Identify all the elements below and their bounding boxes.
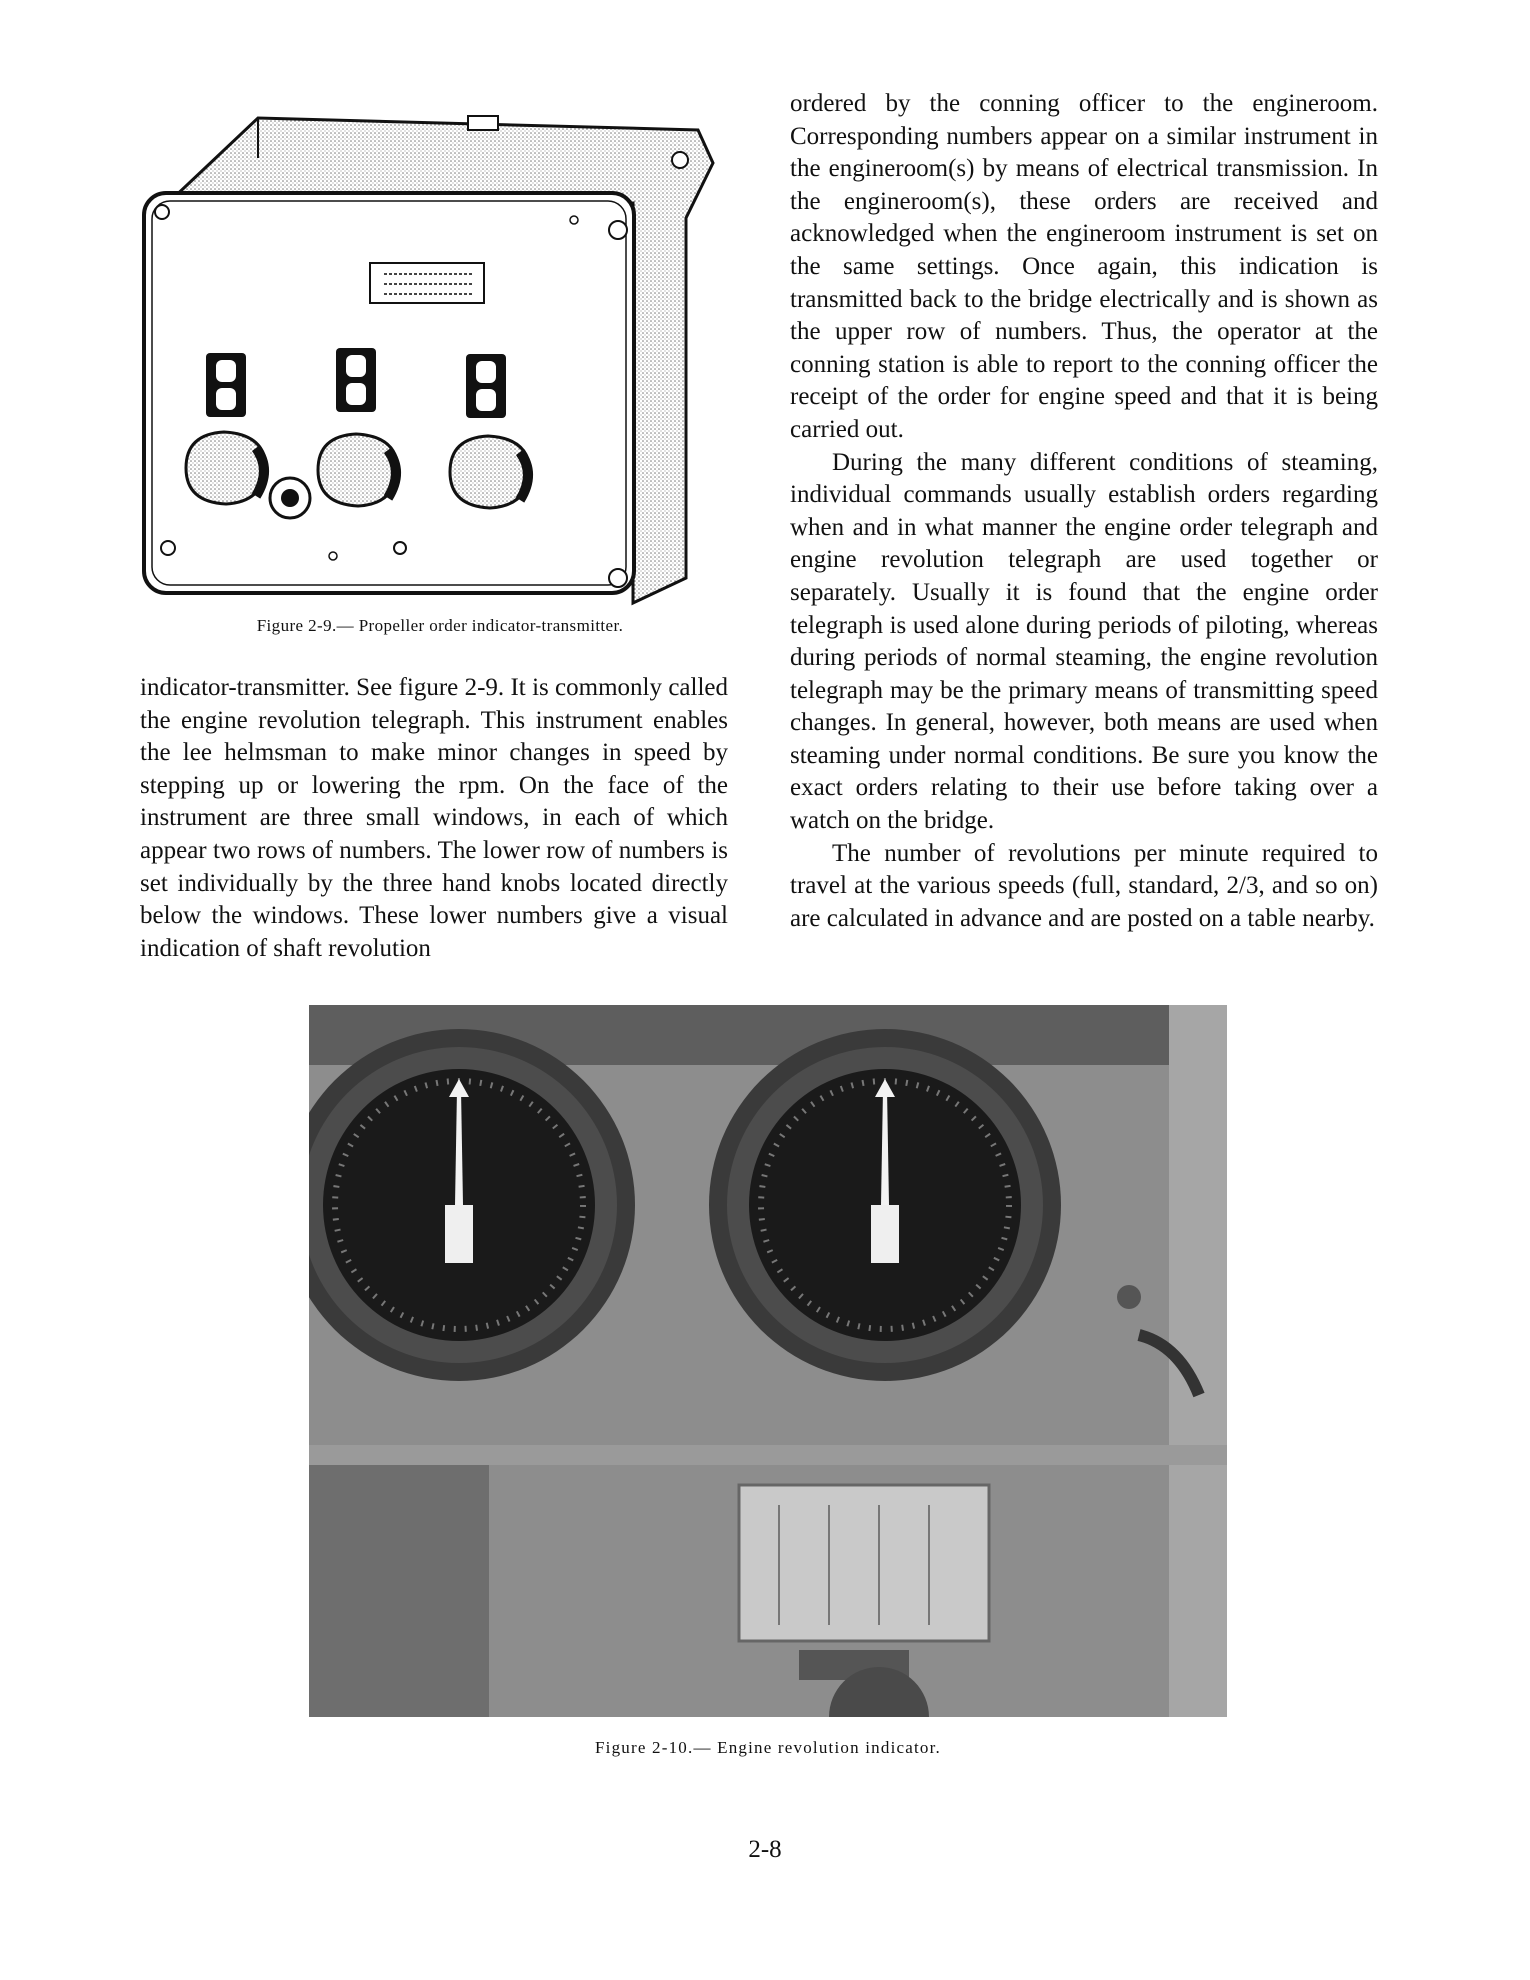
right-paragraph-3: The number of revolutions per minute required to travel at the various speeds (full, standard, 2/3, and so on) are calculated in advance and are posted on a table nearby. bbox=[790, 839, 1378, 932]
figure-2-10-photo bbox=[309, 1005, 1227, 1717]
figure-2-9-caption: Figure 2-9.— Propeller order indicator-transmitter. bbox=[256, 616, 624, 635]
right-text-column bbox=[790, 88, 1378, 935]
left-paragraph-1: indicator-transmitter. See figure 2-9. It is commonly called the engine revolution telegraph. This instrument enables the lee helmsman to make minor changes in speed by stepping up or lowering the rpm. On the face of the instrument are three small windows, in each of which appear two rows of numbers. The lower row of numbers is set individually by the three hand knobs located directly below the windows. These lower numbers give a visual indication of shaft revolution bbox=[140, 674, 728, 962]
right-paragraph-2: During the many different conditions of steaming, individual commands usually establish orders regarding when and in what manner the engine order telegraph and engine revolution telegraph are used together or separately. Usually it is found that the engine order telegraph is used alone during periods of piloting, whereas during periods of normal steaming, the engine revolution telegraph may be the primary means of transmitting speed changes. In general, however, both means are used when steaming under normal conditions. Be sure you know the exact orders relating to their use before taking over a watch on the bridge. bbox=[790, 448, 1378, 835]
page-number: 2-8 bbox=[748, 1836, 782, 1863]
figure-2-10-caption: Figure 2-10.— Engine revolution indicator. bbox=[595, 1738, 941, 1757]
right-paragraph-1: ordered by the conning officer to the engineroom. Corresponding numbers appear on a similar instrument in the engineroom(s) by means of electrical transmission. In the engineroom(s), these orders are received and acknowledged when the engineroom instrument is set on the same settings. Once again, this indication is transmitted back to the bridge electrically and is shown as the upper row of numbers. Thus, the operator at the conning station is able to report to the conning officer the receipt of the order for engine speed and that it is being carried out. bbox=[790, 90, 1378, 443]
figure-2-9-illustration bbox=[138, 108, 730, 608]
left-text-column bbox=[140, 672, 728, 965]
